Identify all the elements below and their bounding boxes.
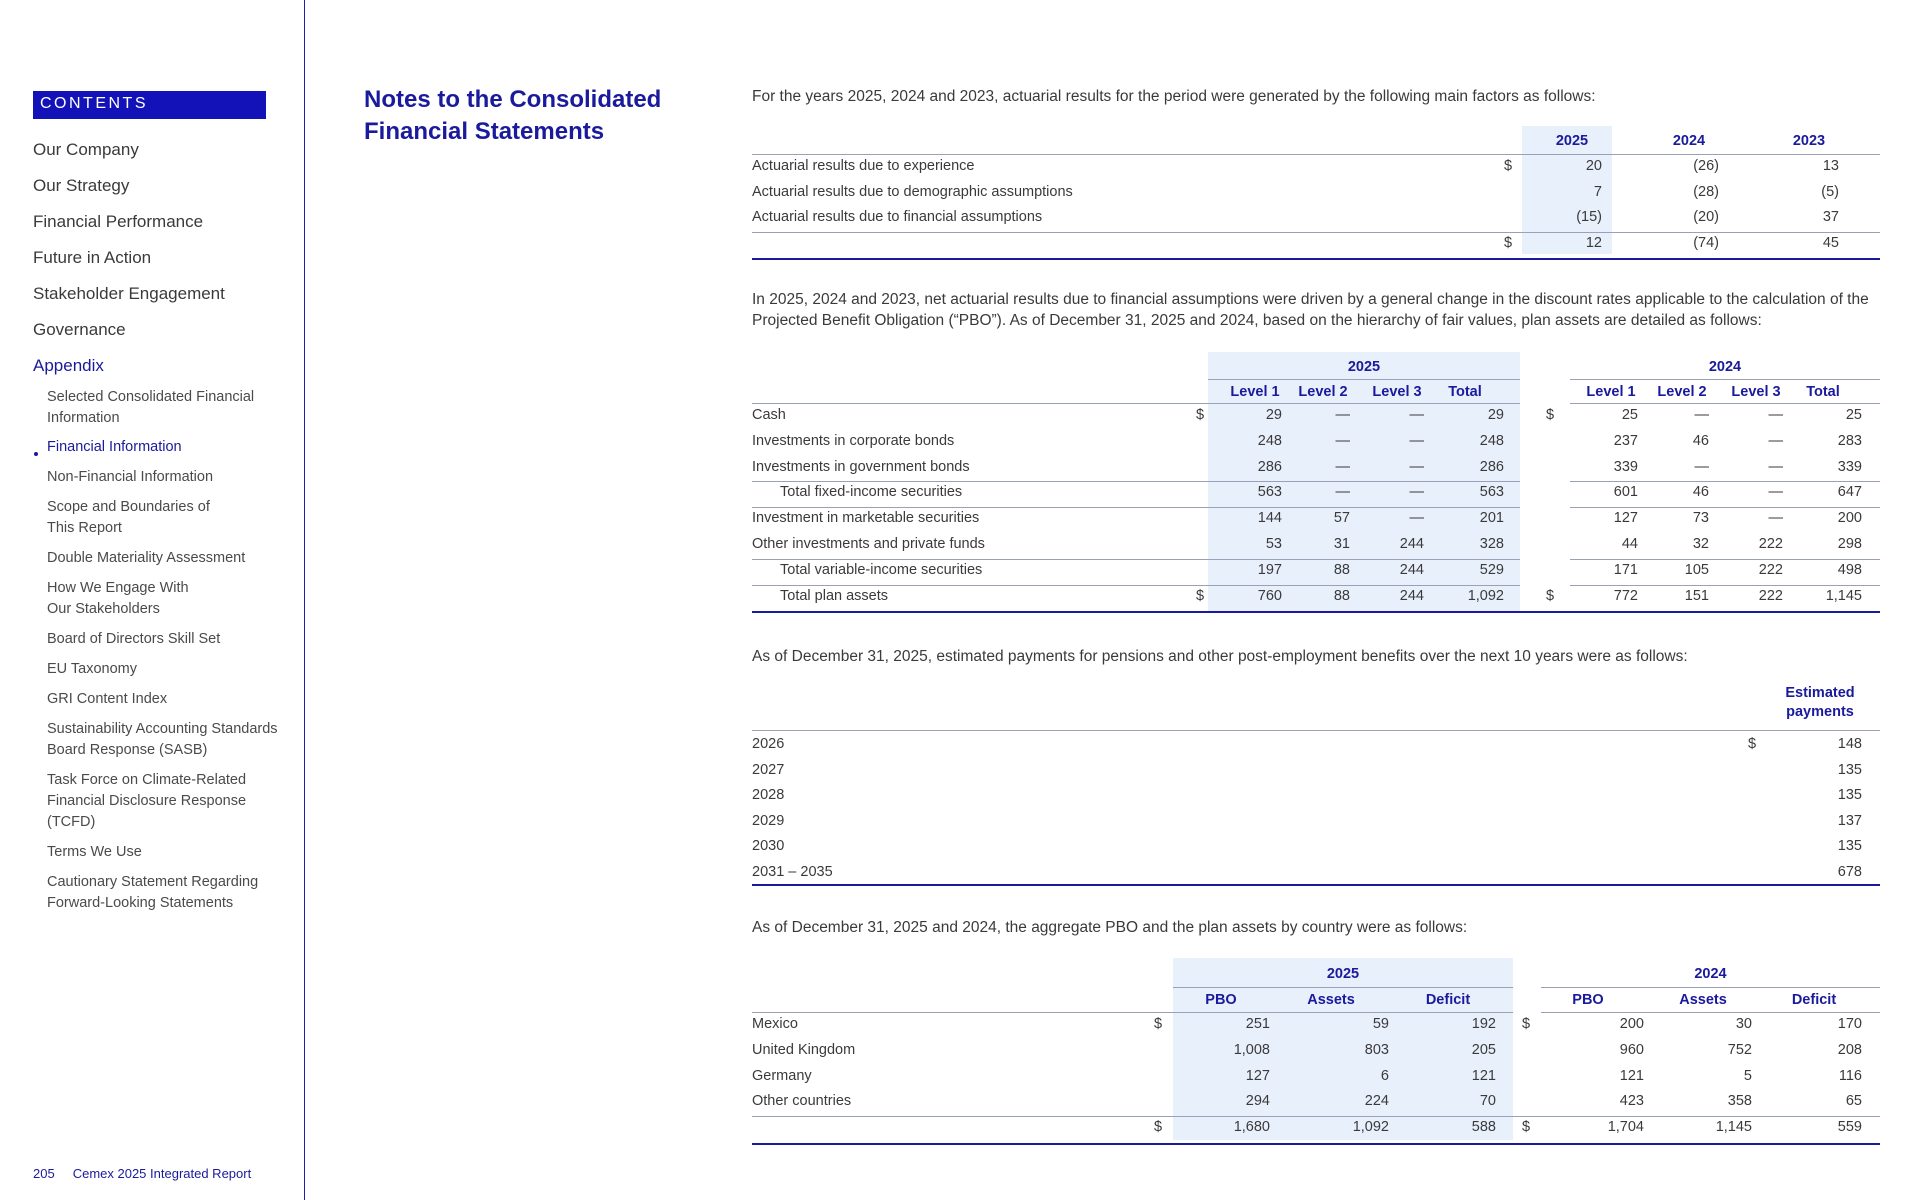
- value-cell: 144: [1257, 510, 1282, 527]
- value-cell: 222: [1758, 587, 1783, 604]
- value-cell: 151: [1684, 587, 1709, 604]
- nav-sub-cautionary-statement[interactable]: Cautionary Statement Regarding Forward-Looking Statements: [47, 874, 259, 911]
- value-cell: 294: [1245, 1093, 1270, 1110]
- value-cell: 88: [1333, 587, 1350, 604]
- currency-symbol: $: [1154, 1016, 1163, 1032]
- value-cell: 222: [1758, 536, 1783, 552]
- value-cell: (5): [1821, 183, 1839, 200]
- value-cell: 339: [1837, 458, 1862, 475]
- value-cell: 760: [1257, 587, 1282, 604]
- value-cell: 137: [1837, 812, 1862, 829]
- subheader-2025: Assets: [1307, 992, 1355, 1008]
- column-header-2025: 2025: [1555, 133, 1589, 149]
- value-cell: —: [1335, 484, 1350, 501]
- subheader-2024: Total: [1806, 384, 1840, 400]
- value-cell: 88: [1333, 561, 1350, 578]
- value-cell: 559: [1837, 1119, 1862, 1136]
- group-header-2024: 2024: [1708, 359, 1742, 375]
- value-cell: 1,680: [1233, 1119, 1270, 1136]
- value-cell: 328: [1479, 536, 1504, 552]
- value-cell: 29: [1487, 407, 1504, 423]
- value-cell: (20): [1693, 209, 1719, 225]
- value-cell: 244: [1399, 587, 1424, 604]
- value-cell: 127: [1245, 1067, 1270, 1084]
- subheader-2024: PBO: [1572, 992, 1604, 1008]
- total-rule: [752, 258, 1880, 260]
- currency-symbol: $: [1504, 234, 1513, 251]
- value-cell: 31: [1333, 536, 1350, 552]
- value-cell: 45: [1822, 234, 1839, 251]
- value-cell: 32: [1692, 536, 1709, 552]
- value-cell: 70: [1479, 1093, 1496, 1110]
- nav-governance[interactable]: Governance: [33, 320, 126, 339]
- subtotal-rule: [752, 1116, 1880, 1117]
- value-cell: 222: [1758, 561, 1783, 578]
- subtotal-rule: [752, 232, 1880, 233]
- nav-stakeholder-engagement[interactable]: Stakeholder Engagement: [33, 284, 225, 303]
- value-cell: 12: [1585, 234, 1602, 251]
- value-cell: 224: [1364, 1093, 1389, 1110]
- nav-sub-gri-index[interactable]: GRI Content Index: [47, 691, 168, 707]
- value-cell: 37: [1822, 209, 1839, 225]
- currency-symbol: $: [1154, 1119, 1163, 1136]
- value-cell: —: [1768, 484, 1783, 501]
- value-cell: —: [1409, 432, 1424, 449]
- value-cell: 121: [1619, 1067, 1644, 1084]
- value-cell: —: [1335, 458, 1350, 475]
- page-number: 205: [33, 1166, 55, 1181]
- value-cell: 248: [1257, 432, 1282, 449]
- subtotal-rule: [1570, 559, 1880, 560]
- row-label: Investment in marketable securities: [752, 510, 980, 527]
- currency-symbol: $: [1546, 407, 1555, 423]
- value-cell: 25: [1621, 407, 1638, 423]
- paragraph-estimated-payments: As of December 31, 2025, estimated payments for pensions and other post-employment benefits over the next 10 years were as follows:: [752, 648, 1688, 665]
- value-cell: 116: [1838, 1067, 1862, 1084]
- currency-symbol: $: [1748, 736, 1757, 752]
- row-label: Actuarial results due to demographic assumptions: [752, 183, 1073, 200]
- nav-sub-board-skill-set[interactable]: Board of Directors Skill Set: [47, 631, 221, 647]
- header-rule-2024: [1541, 1012, 1880, 1013]
- section-rule: [1570, 585, 1880, 586]
- row-label: Investments in government bonds: [752, 458, 970, 475]
- row-label: Total fixed-income securities: [780, 484, 963, 501]
- value-cell: 286: [1257, 458, 1282, 475]
- nav-sub-scope-boundaries[interactable]: Scope and Boundaries of This Report: [47, 499, 210, 536]
- value-cell: —: [1409, 407, 1424, 423]
- value-cell: 57: [1333, 510, 1350, 527]
- row-label: 2026: [752, 736, 785, 752]
- subheader-2024: Level 2: [1657, 384, 1707, 400]
- column-header-estimated-payments: Estimated payments: [1785, 685, 1855, 720]
- group-header-2025: 2025: [1326, 966, 1360, 982]
- subtotal-rule: [752, 481, 1520, 482]
- value-cell: 752: [1727, 1041, 1752, 1058]
- value-cell: 170: [1837, 1016, 1862, 1032]
- value-cell: 563: [1257, 484, 1282, 501]
- value-cell: 208: [1837, 1041, 1862, 1058]
- value-cell: 135: [1837, 787, 1862, 804]
- contents-label: CONTENTS: [33, 91, 266, 119]
- nav-sub-eu-taxonomy[interactable]: EU Taxonomy: [47, 661, 137, 677]
- row-label: 2028: [752, 787, 785, 804]
- value-cell: 244: [1399, 536, 1424, 552]
- value-cell: 498: [1837, 561, 1862, 578]
- nav-sub-terms-we-use[interactable]: Terms We Use: [47, 844, 142, 860]
- subheader-2024: Level 3: [1731, 384, 1781, 400]
- value-cell: (26): [1693, 158, 1719, 174]
- nav-financial-performance[interactable]: Financial Performance: [33, 212, 204, 231]
- header-rule: [752, 730, 1880, 731]
- value-cell: 200: [1837, 510, 1862, 527]
- value-cell: 339: [1613, 458, 1638, 475]
- value-cell: (28): [1693, 183, 1719, 200]
- currency-symbol: $: [1196, 587, 1205, 604]
- value-cell: 960: [1619, 1041, 1644, 1058]
- value-cell: 283: [1837, 432, 1862, 449]
- value-cell: 1,145: [1715, 1119, 1752, 1136]
- nav-sub-how-we-engage[interactable]: How We Engage With Our Stakeholders: [47, 580, 189, 617]
- value-cell: 53: [1265, 536, 1282, 552]
- value-cell: 772: [1613, 587, 1638, 604]
- value-cell: 7: [1593, 183, 1602, 200]
- total-rule: [752, 884, 1880, 886]
- value-cell: 197: [1257, 561, 1282, 578]
- subheader-2025: Level 3: [1372, 384, 1422, 400]
- row-label: Germany: [752, 1067, 812, 1084]
- value-cell: 601: [1613, 484, 1638, 501]
- active-bullet-icon: [34, 452, 38, 456]
- value-cell: 192: [1471, 1016, 1496, 1032]
- column-header-2023: 2023: [1792, 133, 1826, 149]
- value-cell: 1,145: [1825, 587, 1862, 604]
- nav-sub-selected-consolidated[interactable]: Selected Consolidated Financial Information: [47, 389, 255, 426]
- value-cell: 25: [1845, 407, 1862, 423]
- paragraph-plan-assets: In 2025, 2024 and 2023, net actuarial results due to financial assumptions were driven by a general change in the discount rates applicable to the calculation of the Projected Benefit Obligation (“PBO”). As of December 31, 2025 and 2024, based on the hierarchy of fair values, plan assets are detailed as follows:: [752, 291, 1869, 329]
- intro-paragraph-actuarial: For the years 2025, 2024 and 2023, actuarial results for the period were generated by the following main factors as follows:: [752, 88, 1596, 105]
- row-label: 2027: [752, 761, 785, 778]
- value-cell: —: [1694, 458, 1709, 475]
- section-rule: [752, 585, 1520, 586]
- row-label: United Kingdom: [752, 1041, 856, 1058]
- page-footer: [33, 1166, 251, 1181]
- value-cell: —: [1768, 407, 1783, 423]
- value-cell: 201: [1479, 510, 1504, 527]
- value-cell: 358: [1727, 1093, 1752, 1110]
- page-title: Notes to the Consolidated Financial Statements: [364, 86, 662, 145]
- header-rule-2024: [1570, 403, 1880, 404]
- value-cell: 298: [1837, 536, 1862, 552]
- row-label: 2030: [752, 838, 785, 855]
- currency-symbol: $: [1522, 1016, 1531, 1032]
- row-label: Mexico: [752, 1016, 798, 1032]
- value-cell: 13: [1822, 158, 1839, 174]
- row-label: 2029: [752, 812, 785, 829]
- group-rule-2024: [1541, 987, 1880, 988]
- subtotal-rule: [752, 559, 1520, 560]
- nav-sub-sasb[interactable]: Sustainability Accounting Standards Board Response (SASB): [47, 721, 278, 758]
- value-cell: 200: [1619, 1016, 1644, 1032]
- value-cell: 647: [1837, 484, 1862, 501]
- value-cell: 423: [1619, 1093, 1644, 1110]
- report-name: Cemex 2025 Integrated Report: [72, 1166, 252, 1181]
- row-label: 2031 – 2035: [752, 864, 833, 880]
- row-label: Total variable-income securities: [780, 561, 983, 578]
- subheader-2025: Level 2: [1298, 384, 1348, 400]
- row-label: Actuarial results due to financial assumptions: [752, 209, 1043, 225]
- value-cell: —: [1335, 432, 1350, 449]
- value-cell: —: [1694, 407, 1709, 423]
- row-label: Investments in corporate bonds: [752, 432, 955, 449]
- value-cell: 20: [1585, 158, 1602, 174]
- value-cell: (15): [1576, 209, 1602, 225]
- pbo-by-country-table: [752, 958, 1880, 1142]
- value-cell: 5: [1743, 1067, 1752, 1084]
- value-cell: —: [1409, 510, 1424, 527]
- value-cell: 65: [1845, 1093, 1862, 1110]
- column-header-2024: 2024: [1672, 133, 1706, 149]
- currency-symbol: $: [1504, 158, 1513, 174]
- currency-symbol: $: [1522, 1119, 1531, 1136]
- header-rule: [752, 154, 1880, 155]
- value-cell: —: [1768, 458, 1783, 475]
- value-cell: 1,704: [1607, 1119, 1644, 1136]
- nav-sub-non-financial[interactable]: Non-Financial Information: [47, 469, 214, 485]
- value-cell: 563: [1479, 484, 1504, 501]
- actuarial-results-table: [752, 126, 1880, 262]
- value-cell: 803: [1364, 1041, 1389, 1058]
- value-cell: 1,092: [1467, 587, 1504, 604]
- nav-appendix[interactable]: Appendix: [33, 356, 104, 375]
- group-rule-2024: [1570, 379, 1880, 380]
- nav-sub-double-materiality[interactable]: Double Materiality Assessment: [47, 550, 246, 566]
- value-cell: 127: [1613, 510, 1638, 527]
- value-cell: 44: [1621, 536, 1638, 552]
- row-label: Cash: [752, 407, 786, 423]
- nav-our-strategy[interactable]: Our Strategy: [33, 176, 130, 195]
- value-cell: 59: [1372, 1016, 1389, 1032]
- group-rule-2025: [1173, 987, 1513, 988]
- currency-symbol: $: [1546, 587, 1555, 604]
- value-cell: 678: [1837, 864, 1862, 880]
- subheader-2025: Deficit: [1425, 992, 1471, 1008]
- value-cell: 286: [1479, 458, 1504, 475]
- value-cell: 73: [1692, 510, 1709, 527]
- value-cell: 248: [1479, 432, 1504, 449]
- subheader-2025: Total: [1448, 384, 1482, 400]
- value-cell: 237: [1613, 432, 1638, 449]
- value-cell: 105: [1684, 561, 1709, 578]
- nav-our-company[interactable]: Our Company: [33, 140, 139, 159]
- group-rule-2025: [1208, 379, 1520, 380]
- section-rule: [752, 507, 1520, 508]
- value-cell: 46: [1692, 432, 1709, 449]
- group-header-2025: 2025: [1347, 359, 1381, 375]
- subtotal-rule: [1570, 481, 1880, 482]
- value-cell: —: [1768, 510, 1783, 527]
- subheader-2024: Deficit: [1791, 992, 1837, 1008]
- sidebar: [0, 0, 305, 1200]
- value-cell: 251: [1245, 1016, 1270, 1032]
- value-cell: 29: [1265, 407, 1282, 423]
- value-cell: 529: [1479, 561, 1504, 578]
- value-cell: 171: [1613, 561, 1638, 578]
- currency-symbol: $: [1196, 407, 1205, 423]
- row-label: Total plan assets: [780, 587, 889, 604]
- paragraph-pbo-by-country: As of December 31, 2025 and 2024, the aggregate PBO and the plan assets by country were as follows:: [752, 919, 1468, 936]
- group-header-2024: 2024: [1694, 966, 1727, 982]
- subheader-2024: Assets: [1679, 992, 1727, 1008]
- value-cell: 244: [1399, 561, 1424, 578]
- nav-sub-financial-information[interactable]: Financial Information: [47, 439, 182, 455]
- value-cell: (74): [1693, 234, 1719, 251]
- value-cell: —: [1409, 484, 1424, 501]
- total-rule: [752, 611, 1880, 613]
- value-cell: —: [1768, 432, 1783, 449]
- subheader-2025: PBO: [1205, 992, 1237, 1008]
- value-cell: 135: [1837, 838, 1862, 855]
- value-cell: —: [1409, 458, 1424, 475]
- header-rule-2025: [752, 1012, 1513, 1013]
- section-rule: [1570, 507, 1880, 508]
- value-cell: 148: [1837, 736, 1862, 752]
- row-label: Other countries: [752, 1093, 852, 1110]
- subheader-2024: Level 1: [1586, 384, 1636, 400]
- header-rule-2025: [752, 403, 1520, 404]
- total-rule: [752, 1143, 1880, 1145]
- value-cell: 30: [1735, 1016, 1752, 1032]
- value-cell: 46: [1692, 484, 1709, 501]
- value-cell: —: [1335, 407, 1350, 423]
- value-cell: 6: [1380, 1067, 1389, 1084]
- estimated-payments-table: [752, 682, 1880, 886]
- value-cell: 588: [1471, 1119, 1496, 1136]
- value-cell: 205: [1471, 1041, 1496, 1058]
- nav-sub-tcfd[interactable]: Task Force on Climate-Related Financial Disclosure Response (TCFD): [47, 772, 247, 830]
- nav-future-in-action[interactable]: Future in Action: [33, 248, 152, 267]
- plan-assets-table: [752, 352, 1880, 612]
- value-cell: 1,008: [1233, 1041, 1270, 1058]
- value-cell: 121: [1471, 1067, 1496, 1084]
- row-label: Other investments and private funds: [752, 536, 985, 552]
- row-label: Actuarial results due to experience: [752, 158, 975, 174]
- subheader-2025: Level 1: [1230, 384, 1280, 400]
- value-cell: 135: [1837, 761, 1862, 778]
- value-cell: 1,092: [1352, 1119, 1389, 1136]
